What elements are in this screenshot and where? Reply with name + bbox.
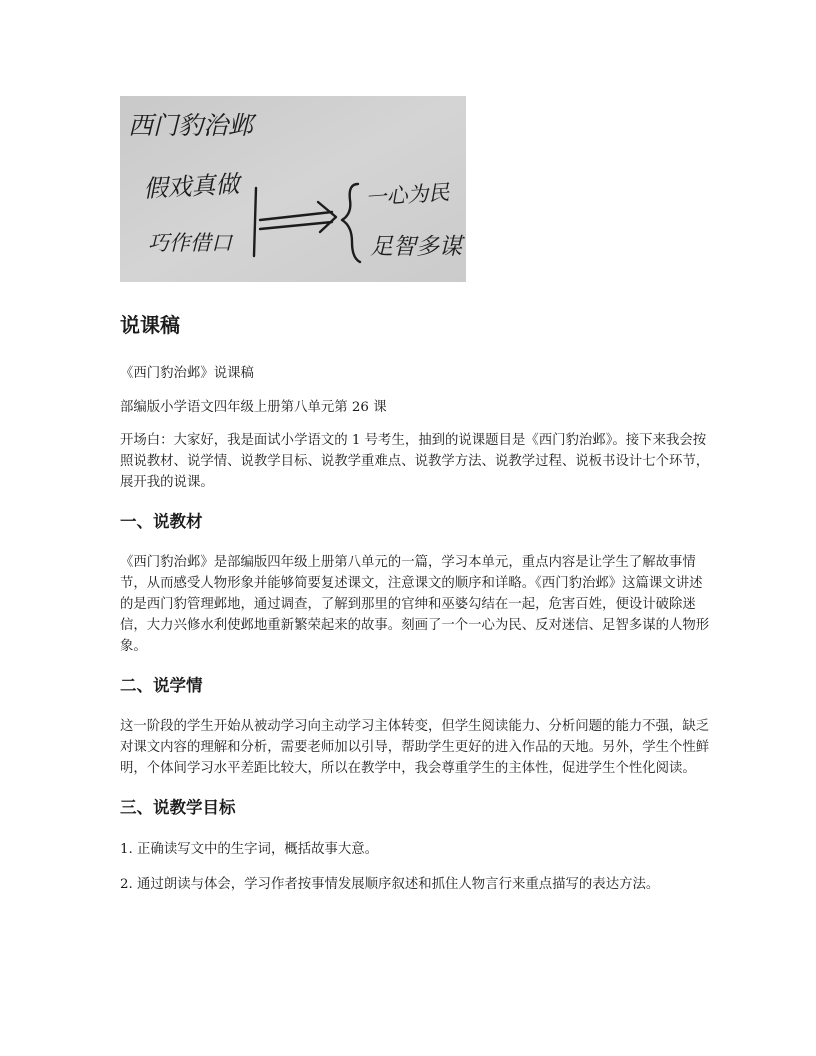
opening-paragraph: 开场白：大家好，我是面试小学语文的 1 号考生，抽到的说课题目是《西门豹治邺》。接下来我会按照说教材、说学情、说教学目标、说教学重难点、说教学方法、说教学过程、说板书设计七个环节，展开我的说课。 — [120, 433, 710, 490]
section-heading-teaching-material: 一、说教材 — [120, 512, 203, 531]
objective-item: 2. 通过朗读与体会，学习作者按事情发展顺序叙述和抓住人物言行来重点描写的表达方法。 — [120, 877, 660, 892]
blackboard-photo — [120, 96, 466, 282]
board-result-2: 足智多谋 — [370, 234, 462, 260]
objective-item: 1. 正确读写文中的生字词，概括故事大意。 — [120, 842, 379, 857]
board-phrase-1: 假戏真做 — [142, 170, 241, 203]
section-body-student-analysis: 这一阶段的学生开始从被动学习向主动学习主体转变，但学生阅读能力、分析问题的能力不强，缺乏对课文内容的理解和分析，需要老师加以引导，帮助学生更好的进入作品的天地。另外，学生个性鲜明，个体间学习水平差距比较大，所以在教学中，我会尊重学生的主体性，促进学生个性化阅读。 — [120, 719, 710, 776]
document-title: 说课稿 — [120, 313, 180, 337]
board-phrase-2: 巧作借口 — [148, 231, 232, 255]
section-heading-teaching-objectives: 三、说教学目标 — [120, 798, 236, 817]
section-body-teaching-material: 《西门豹治邺》是部编版四年级上册第八单元的一篇，学习本单元，重点内容是让学生了解故事情节，从而感受人物形象并能够简要复述课文，注意课文的顺序和详略。《西门豹治邺》这篇课文讲述的是西门豹管理邺地，通过调查，了解到那里的官绅和巫婆勾结在一起，危害百姓，便设计破除迷信，大力兴修水利使邺地重新繁荣起来的故事。刻画了一个一心为民、反对迷信、足智多谋的人物形象。 — [120, 555, 710, 654]
document-subtitle: 《西门豹治邺》说课稿 — [120, 366, 254, 381]
board-result-1: 一心为民 — [364, 180, 451, 210]
document-page — [120, 96, 710, 895]
section-heading-student-analysis: 二、说学情 — [120, 676, 203, 695]
document-edition: 部编版小学语文四年级上册第八单元第 26 课 — [120, 400, 387, 415]
board-title-text: 西门豹治邺 — [128, 111, 254, 140]
